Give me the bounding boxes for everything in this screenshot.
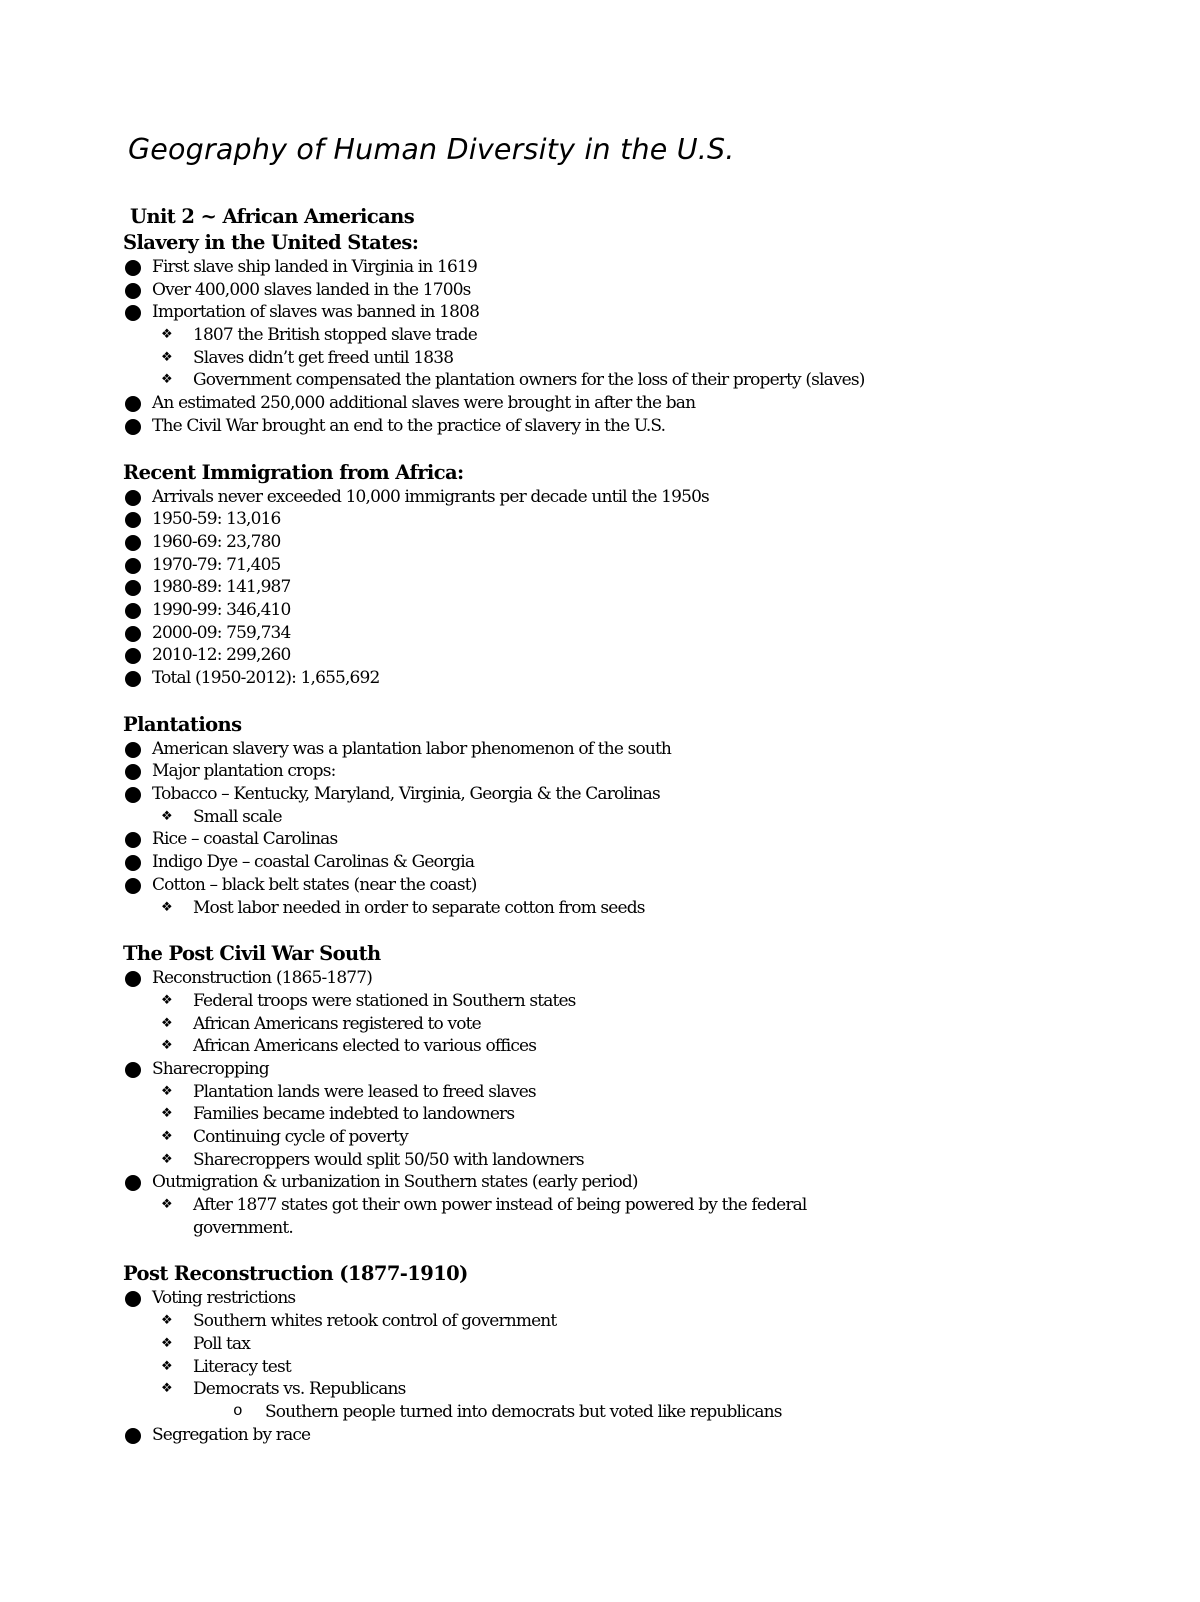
sub-bullet-item bbox=[0, 1035, 1200, 1058]
bullet-item bbox=[0, 279, 1200, 302]
bullet-text: ❖ African Americans elected to various offices bbox=[193, 1036, 537, 1057]
section-heading: Post Reconstruction (1877-1910) bbox=[123, 1262, 468, 1286]
bullet-item bbox=[0, 486, 1200, 509]
document-title: Geography of Human Diversity in the U.S. bbox=[128, 133, 735, 166]
section bbox=[0, 460, 1200, 690]
sub-bullet-item bbox=[0, 347, 1200, 370]
sub-bullet-item bbox=[0, 806, 1200, 829]
bullet-item bbox=[0, 667, 1200, 690]
section bbox=[0, 712, 1200, 920]
bullet-text: Segregation by race bbox=[152, 1424, 311, 1445]
bullet-text: ❖ Federal troops were stationed in Southern states bbox=[193, 990, 576, 1011]
unit-heading: Unit 2 ~ African Americans bbox=[130, 205, 415, 228]
bullet-text: Total (1950-2012): 1,655,692 bbox=[152, 668, 380, 688]
bullet-item bbox=[0, 1058, 1200, 1081]
sub-bullet-item bbox=[0, 990, 1200, 1013]
bullet-item bbox=[0, 874, 1200, 897]
section bbox=[0, 230, 1200, 438]
bullet-item bbox=[0, 622, 1200, 645]
bullet-text: Indigo Dye – coastal Carolinas & Georgia bbox=[152, 852, 475, 873]
bullet-text: ❖ Slaves didn’t get freed until 1838 bbox=[193, 347, 454, 368]
bullet-item bbox=[0, 256, 1200, 279]
bullet-text: ❖ Small scale bbox=[193, 806, 282, 827]
sub-bullet-item bbox=[0, 1356, 1200, 1379]
sub-bullet-item bbox=[0, 1103, 1200, 1126]
bullet-item bbox=[0, 415, 1200, 438]
section-heading: Recent Immigration from Africa: bbox=[123, 460, 464, 484]
bullet-text: ❖ Democrats vs. Republicans bbox=[193, 1379, 406, 1400]
bullet-item bbox=[0, 760, 1200, 783]
sub-bullet-item bbox=[0, 1013, 1200, 1036]
bullet-item bbox=[0, 301, 1200, 324]
bullet-text: ❖ Continuing cycle of poverty bbox=[193, 1127, 408, 1147]
bullet-text: 2000-09: 759,734 bbox=[152, 622, 291, 643]
bullet-text: ❖ Poll tax bbox=[193, 1333, 251, 1354]
bullet-text: 1990-99: 346,410 bbox=[152, 599, 291, 620]
bullet-text: ❖ 1807 the British stopped slave trade bbox=[193, 325, 478, 346]
bullet-text: ❖ Most labor needed in order to separate cotton from seeds bbox=[193, 897, 645, 918]
bullet-text: Reconstruction (1865-1877) bbox=[152, 968, 373, 989]
bullet-text: First slave ship landed in Virginia in 1619 bbox=[152, 257, 477, 277]
section-heading: Slavery in the United States: bbox=[123, 231, 419, 254]
bullet-text: 1980-89: 141,987 bbox=[152, 577, 291, 598]
bullet-item bbox=[0, 392, 1200, 415]
bullet-text: ❖ Government compensated the plantation owners for the loss of their property (slaves) bbox=[193, 370, 865, 391]
bullet-item bbox=[0, 967, 1200, 990]
bullet-item bbox=[0, 1287, 1200, 1310]
bullet-text: Over 400,000 slaves landed in the 1700s bbox=[152, 279, 471, 300]
bullet-text: Tobacco – Kentucky, Maryland, Virginia, Georgia & the Carolinas bbox=[152, 784, 660, 805]
section-heading: Plantations bbox=[123, 712, 242, 736]
bullet-text: ❖ Literacy test bbox=[193, 1356, 291, 1377]
section-heading: The Post Civil War South bbox=[123, 942, 381, 966]
bullet-text: Sharecropping bbox=[152, 1058, 269, 1079]
bullet-text: Outmigration & urbanization in Southern states (early period) bbox=[152, 1172, 638, 1193]
sub-bullet-item bbox=[0, 1333, 1200, 1356]
bullet-item bbox=[0, 554, 1200, 577]
bullet-item bbox=[0, 644, 1200, 667]
bullet-text: An estimated 250,000 additional slaves were brought in after the ban bbox=[152, 393, 696, 414]
bullet-text: ❖ Southern whites retook control of government bbox=[193, 1311, 557, 1332]
bullet-text: ❖ Plantation lands were leased to freed slaves bbox=[193, 1081, 536, 1102]
sub-bullet-item bbox=[0, 897, 1200, 920]
sub-bullet-item bbox=[0, 1194, 1200, 1239]
sub-sub-bullet-item bbox=[0, 1401, 1200, 1424]
bullet-text: Arrivals never exceeded 10,000 immigrants per decade until the 1950s bbox=[152, 486, 709, 507]
bullet-item bbox=[0, 828, 1200, 851]
sub-bullet-item bbox=[0, 1149, 1200, 1172]
bullet-item bbox=[0, 1424, 1200, 1447]
bullet-text: ❖ After 1877 states got their own power instead of being powered by the federal government. bbox=[193, 1195, 807, 1238]
bullet-item bbox=[0, 738, 1200, 761]
bullet-text: ❖ Sharecroppers would split 50/50 with landowners bbox=[193, 1149, 584, 1170]
bullet-text: Cotton – black belt states (near the coast) bbox=[152, 874, 477, 895]
document-body bbox=[0, 230, 1200, 1446]
sub-bullet-item bbox=[0, 324, 1200, 347]
sub-bullet-item bbox=[0, 1378, 1200, 1401]
sub-bullet-item bbox=[0, 1126, 1200, 1149]
bullet-text: ❖ Families became indebted to landowners bbox=[193, 1104, 515, 1125]
sub-bullet-item bbox=[0, 369, 1200, 392]
bullet-item bbox=[0, 599, 1200, 622]
bullet-item bbox=[0, 783, 1200, 806]
bullet-text: 2010-12: 299,260 bbox=[152, 645, 291, 666]
bullet-text: Voting restrictions bbox=[152, 1288, 296, 1309]
bullet-text: Major plantation crops: bbox=[152, 761, 336, 782]
bullet-item bbox=[0, 1171, 1200, 1194]
bullet-item bbox=[0, 576, 1200, 599]
section bbox=[0, 1261, 1200, 1446]
bullet-text: o Southern people turned into democrats but voted like republicans bbox=[265, 1401, 782, 1422]
sub-bullet-item bbox=[0, 1081, 1200, 1104]
bullet-text: 1960-69: 23,780 bbox=[152, 531, 281, 552]
bullet-item bbox=[0, 531, 1200, 554]
section bbox=[0, 941, 1200, 1239]
bullet-item bbox=[0, 851, 1200, 874]
sub-bullet-item bbox=[0, 1310, 1200, 1333]
bullet-text: Rice – coastal Carolinas bbox=[152, 829, 338, 850]
bullet-text: The Civil War brought an end to the practice of slavery in the U.S. bbox=[152, 415, 666, 436]
bullet-text: 1970-79: 71,405 bbox=[152, 554, 281, 575]
bullet-item bbox=[0, 508, 1200, 531]
bullet-text: Importation of slaves was banned in 1808 bbox=[152, 302, 480, 323]
bullet-text: American slavery was a plantation labor phenomenon of the south bbox=[152, 738, 672, 759]
bullet-text: ❖ African Americans registered to vote bbox=[193, 1013, 481, 1034]
bullet-text: 1950-59: 13,016 bbox=[152, 509, 281, 530]
